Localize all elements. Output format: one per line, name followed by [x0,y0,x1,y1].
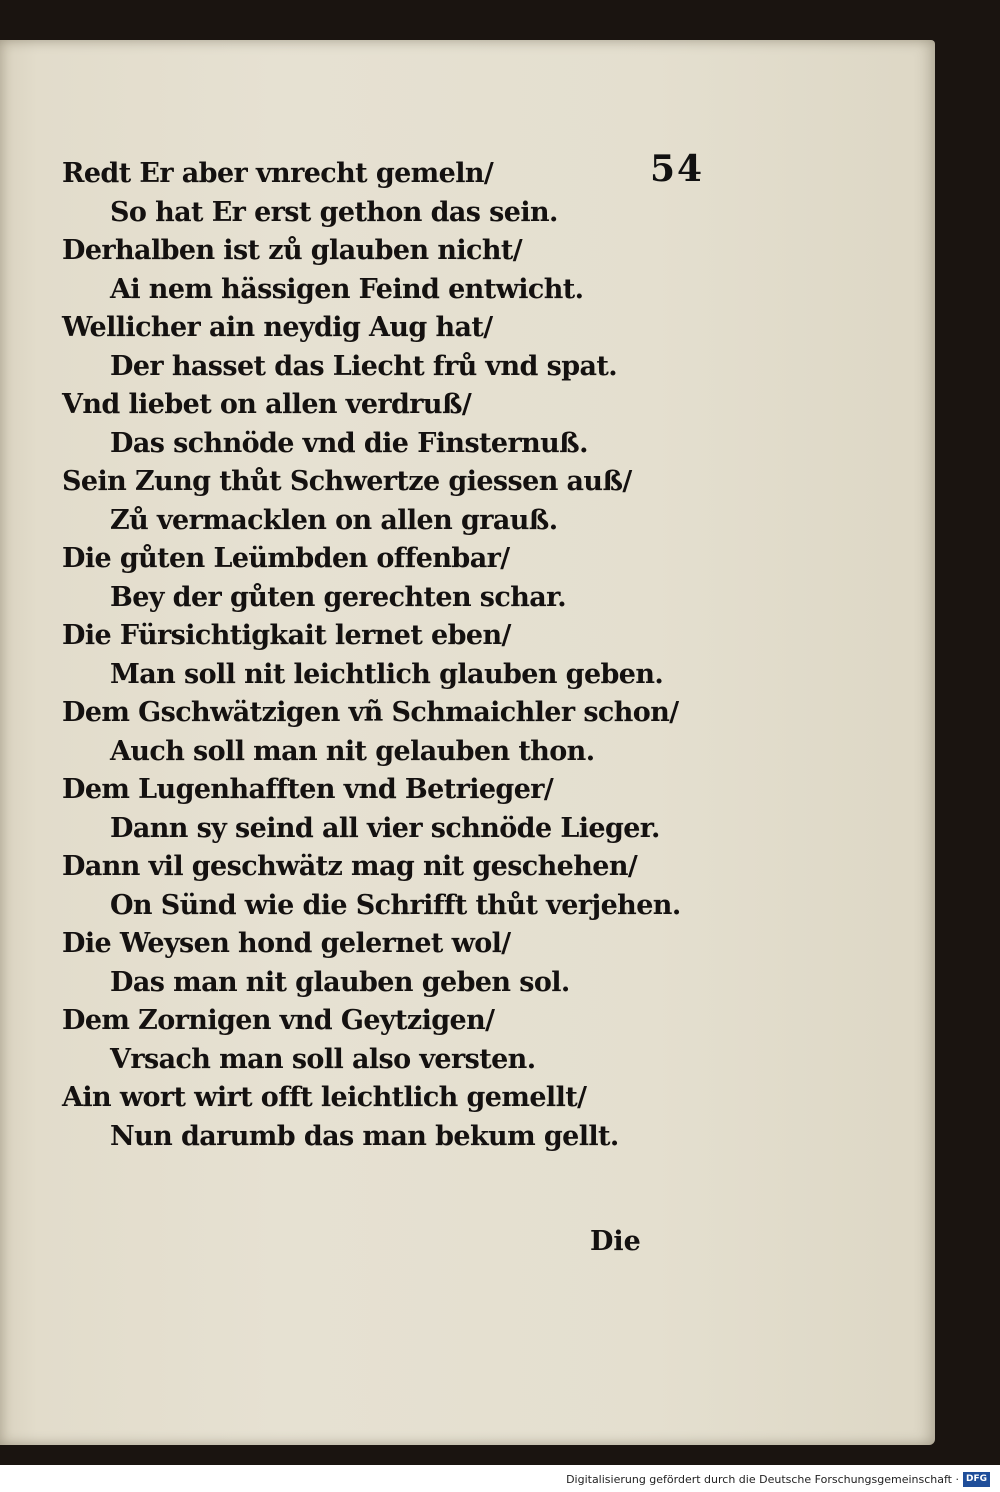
verse-line: Ain wort wirt offt leichtlich gemellt/ [62,1082,587,1113]
verse-line: Die Weysen hond gelernet wol/ [62,928,511,959]
verse-line: Man soll nit leichtlich glauben geben. [110,658,664,690]
verse-line: Bey der gůten gerechten schar. [110,581,567,613]
verse-line: Das man nit glauben geben sol. [110,966,570,998]
dfg-logo: DFG [963,1472,990,1487]
verse-line: Dem Zornigen vnd Geytzigen/ [62,1005,495,1036]
verse-line: Die Fürsichtigkait lernet eben/ [62,620,511,651]
verse-text [62,155,702,1156]
verse-line: Derhalben ist zů glauben nicht/ [62,235,523,266]
verse-line: Zů vermacklen on allen grauß. [110,504,558,536]
footer-bar [0,1466,1000,1492]
verse-line: Dem Lugenhafften vnd Betrieger/ [62,774,554,805]
verse-line: Dann sy seind all vier schnöde Lieger. [110,812,660,844]
verse-line: Dann vil geschwätz mag nit geschehen/ [62,851,638,882]
verse-line: Vrsach man soll also versten. [110,1043,536,1075]
funding-credit: Digitalisierung gefördert durch die Deutsche Forschungsgemeinschaft · [566,1472,959,1486]
verse-line: Sein Zung thůt Schwertze giessen auß/ [62,466,632,497]
page-number: 54 [650,148,705,190]
verse-line: Der hasset das Liecht frů vnd spat. [110,350,618,382]
verse-line: Auch soll man nit gelauben thon. [110,735,595,767]
verse-line: Dem Gschwätzigen vñ Schmaichler schon/ [62,697,679,728]
verse-line: Wellicher ain neydig Aug hat/ [62,312,493,343]
verse-line: Die gůten Leümbden offenbar/ [62,543,510,574]
verse-line: Ai nem hässigen Feind entwicht. [110,273,584,305]
verse-line: Nun darumb das man bekum gellt. [110,1120,619,1152]
verse-line: Vnd liebet on allen verdruß/ [62,389,472,420]
catchword: Die [590,1226,641,1257]
verse-line: Das schnöde vnd die Finsternuß. [110,427,588,459]
verse-line: Redt Er aber vnrecht gemeln/ [62,158,494,189]
verse-line: So hat Er erst gethon das sein. [110,196,558,228]
verse-line: On Sünd wie die Schrifft thůt verjehen. [110,889,681,921]
